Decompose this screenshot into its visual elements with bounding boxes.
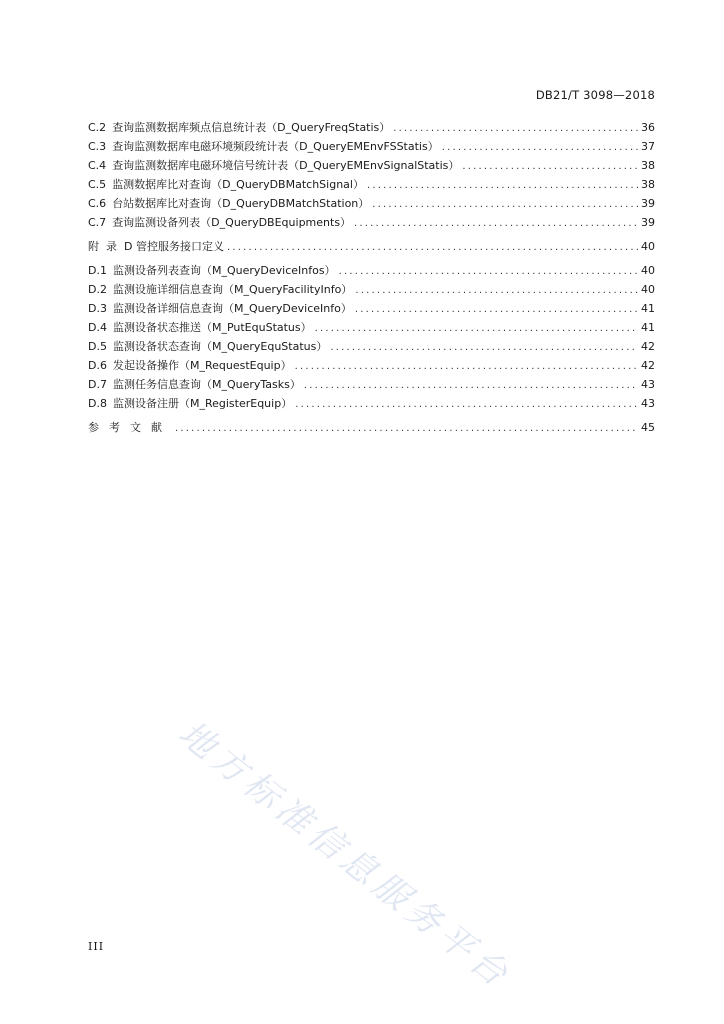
dot-leader [227,238,638,257]
toc-entry-c3[interactable] [88,137,655,156]
toc-entry-number: C.6 [88,197,107,210]
dot-leader [304,376,638,395]
toc-entry-page: 38 [641,178,655,191]
dot-leader [355,300,638,319]
document-code: DB21/T 3098—2018 [535,88,655,102]
toc-entry-d7[interactable] [88,375,655,394]
toc-entry-page: 38 [641,159,655,172]
toc-entry-page: 40 [641,264,655,277]
toc-entry-d2[interactable] [88,280,655,299]
toc-entry-d1[interactable] [88,261,655,280]
toc-references-title: 参考文献 [88,421,172,434]
watermark-text: 地方标准信息服务平台 [170,713,519,998]
dot-leader [295,357,638,376]
toc-entry-title: 查询监测数据库电磁环境信号统计表（D_QueryEMEnvSignalStatis） [112,159,460,172]
toc-entry-d3[interactable] [88,299,655,318]
toc-entry-d5[interactable] [88,337,655,356]
dot-leader [354,214,638,233]
dot-leader [367,176,638,195]
toc-entry-number: C.7 [88,216,107,229]
toc-entry-number: D.8 [88,397,107,410]
dot-leader [315,319,638,338]
toc-appendix-d[interactable] [88,237,655,256]
dot-leader [295,395,638,414]
toc-entry-title: 监测设备状态查询（M_QueryEquStatus） [112,340,328,353]
page-folio: III [88,940,105,953]
toc-entry-number: D.2 [88,283,107,296]
toc-references[interactable] [88,418,655,437]
toc-entry-page: 42 [641,359,655,372]
toc-entry-page: 42 [641,340,655,353]
toc-entry-page: 40 [641,283,655,296]
toc-entry-c6[interactable] [88,194,655,213]
toc-entry-c4[interactable] [88,156,655,175]
dot-leader [355,281,638,300]
toc-entry-number: C.4 [88,159,107,172]
toc-entry-number: D.7 [88,378,107,391]
toc-entry-page: 39 [641,197,655,210]
toc-entry-number: D.6 [88,359,107,372]
dot-leader [330,338,638,357]
toc-entry-number: D.4 [88,321,107,334]
toc-entry-page: 43 [641,397,655,410]
toc-entry-c2[interactable] [88,118,655,137]
toc-entry-title: 查询监测数据库频点信息统计表（D_QueryFreqStatis） [112,121,391,134]
toc-entry-title: 监测设备状态推送（M_PutEquStatus） [112,321,312,334]
dot-leader [462,157,638,176]
toc-entry-page: 43 [641,378,655,391]
toc-entry-title: 监测任务信息查询（M_QueryTasks） [112,378,301,391]
toc-entry-number: C.5 [88,178,107,191]
dot-leader [393,119,638,138]
toc-entry-title: 查询监测数据库电磁环境频段统计表（D_QueryEMEnvFSStatis） [112,140,439,153]
toc-entry-title: 监测设备详细信息查询（M_QueryDeviceInfo） [112,302,352,315]
dot-leader [442,138,638,157]
toc-entry-title: 监测数据库比对查询（D_QueryDBMatchSignal） [112,178,364,191]
toc-entry-page: 41 [641,321,655,334]
toc-entry-number: C.2 [88,121,107,134]
toc-entry-page: 45 [641,421,655,434]
toc-entry-d8[interactable] [88,394,655,413]
toc-entry-title: 发起设备操作（M_RequestEquip） [112,359,292,372]
toc-entry-page: 40 [641,240,655,253]
toc-entry-title: 台站数据库比对查询（D_QueryDBMatchStation） [112,197,370,210]
toc-entry-page: 37 [641,140,655,153]
toc-entry-title: 监测设备列表查询（M_QueryDeviceInfos） [112,264,336,277]
toc-entry-d6[interactable] [88,356,655,375]
toc-entry-page: 36 [641,121,655,134]
toc-entry-page: 41 [641,302,655,315]
toc-entry-title: 监测设备注册（M_RegisterEquip） [112,397,293,410]
dot-leader [339,262,638,281]
dot-leader [175,419,638,438]
toc-entry-number: D.5 [88,340,107,353]
dot-leader [372,195,638,214]
toc-entry-c7[interactable] [88,213,655,232]
toc-entry-number: D.1 [88,264,107,277]
toc-entry-title: 查询监测设备列表（D_QueryDBEquipments） [112,216,352,229]
toc-entry-title: 监测设施详细信息查询（M_QueryFacilityInfo） [112,283,353,296]
toc-entry-page: 39 [641,216,655,229]
toc-entry-number: D.3 [88,302,107,315]
toc-entry-number: C.3 [88,140,107,153]
toc-entry-d4[interactable] [88,318,655,337]
toc-appendix-title: 附 录 D 管控服务接口定义 [88,240,224,253]
toc-entry-c5[interactable] [88,175,655,194]
table-of-contents [88,118,655,437]
